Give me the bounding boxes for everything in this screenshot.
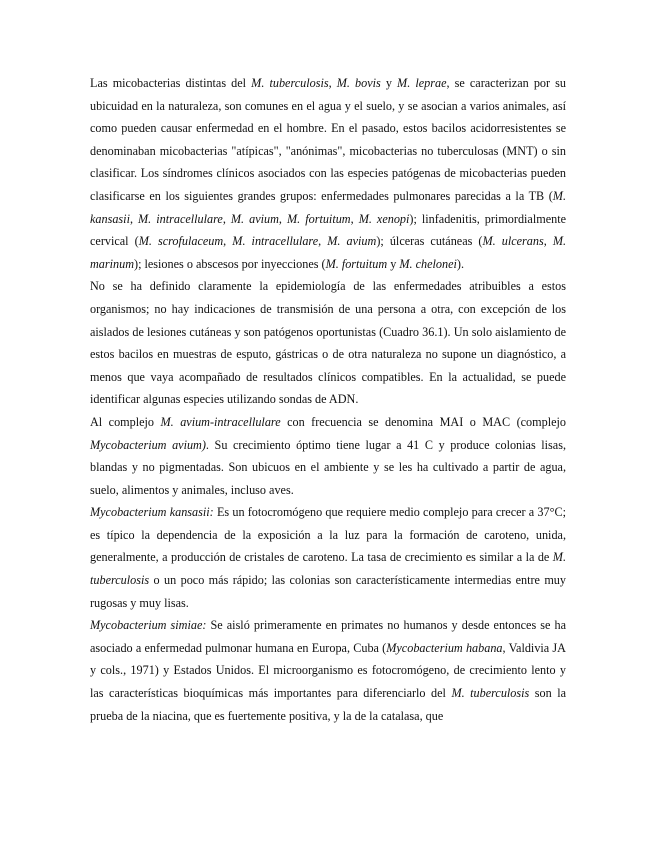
italic-term: Mycobacterium habana [386, 640, 503, 655]
italic-term: M. fortuitum [325, 256, 388, 271]
italic-term: M. kansasii [90, 188, 566, 226]
text-run: , se caracterizan por su ubicuidad en la naturaleza, son comunes en el agua y el suelo, y se asocian a varios animales, así como pueden causar enfermedad en el hombre. En el pasado, estos bacilos acidorresistentes se denominaban micobacterias "atípicas", "anónimas", micobacterias no tuberculosas (MNT) o sin clasificar. Los síndromes clínicos asociados con las especies patógenas de micobacterias pueden clasificarse en los siguientes grandes grupos: enfermedades pulmonares parecidas a la TB ( [90, 76, 566, 203]
italic-term: M. intracellulare [138, 211, 223, 226]
paragraph-mai-complex [90, 411, 566, 501]
italic-term: M. leprae [397, 76, 447, 90]
italic-term: M. fortuitum [287, 211, 351, 226]
text-run: y [387, 256, 400, 271]
text-run: , [350, 211, 359, 226]
text-run: ). [456, 256, 465, 271]
italic-term: M. xenopi [358, 211, 410, 226]
text-run: ); linfadenitis, primordialmente cervical ( [90, 211, 567, 249]
text-run: son la prueba de la niacina, que es fuertemente positiva, y la de la catalasa, que [90, 686, 567, 723]
italic-term: Mycobacterium avium) [90, 437, 206, 452]
text-run: , [318, 234, 328, 249]
paragraph-epidemiology [90, 275, 566, 411]
document-page [90, 72, 566, 727]
italic-term: M. avium [230, 211, 279, 226]
italic-term: M. chelonei [399, 256, 457, 271]
text-run: , [543, 234, 553, 249]
italic-term: M. avium [327, 234, 377, 249]
text-run: , [223, 234, 233, 249]
text-run: o un poco más rápido; las colonias son característicamente intermedias entre muy rugosas y muy lisas. [90, 573, 566, 610]
text-run: Se aisló primeramente en primates no humanos y desde entonces se ha asociado a enfermedad pulmonar humana en Europa, Cuba ( [90, 618, 566, 655]
italic-term: M. scrofulaceum [138, 234, 224, 249]
italic-term: M. marinum [90, 234, 567, 271]
text-run: Es un fotocromógeno que requiere medio complejo para crecer a 37°C; es típico la dependencia de la exposición a la luz para la formación de caroteno, unida, generalmente, a producción de cristales de caroteno. La tasa de crecimiento es similar a la de [90, 505, 566, 565]
text-run: Al complejo [90, 414, 161, 429]
paragraph-kansasii [90, 501, 566, 614]
text-run: . Su crecimiento óptimo tiene lugar a 41 C y produce colonias lisas, blandas y no pigmentadas. Son ubicuos en el ambiente y se les ha cultivado a partir de agua, suelo, alimentos y animales, incluso aves. [90, 437, 566, 497]
text-run: , Valdivia JA y cols., 1971) y Estados Unidos. El microorganismo es fotocromógeno, de crecimiento lento y las características bioquímicas más importantes para diferenciarlo del [90, 640, 566, 701]
paragraph-intro [90, 72, 566, 275]
text-run: No se ha definido claramente la epidemiología de las enfermedades atribuibles a estos organismos; no hay indicaciones de transmisión de una persona a otra, con excepción de los aislados de lesiones cutáneas y son patógenos oportunistas (Cuadro 36.1). Un solo aislamiento de estos bacilos en muestras de esputo, gástricas o de otra naturaleza no supone un diagnóstico, a menos que vaya acompañado de resultados clínicos compatibles. En la actualidad, se puede identificar algunas especies utilizando sondas de ADN. [90, 279, 566, 407]
italic-term: M. tuberculosis [251, 76, 329, 90]
italic-term: M. tuberculosis [451, 686, 530, 701]
text-run: , [222, 211, 231, 226]
text-run: , [278, 211, 287, 226]
paragraph-simiae [90, 614, 566, 727]
italic-term: M. ulcerans [482, 234, 544, 249]
text-run: , [129, 211, 139, 226]
text-run: ); úlceras cutáneas ( [376, 234, 483, 249]
text-run: , [328, 76, 337, 90]
italic-term: M. bovis [336, 76, 381, 90]
text-run: y [380, 76, 398, 90]
text-run: ); lesiones o abscesos por inyecciones ( [134, 256, 326, 271]
italic-term: Mycobacterium kansasii: [90, 505, 214, 520]
text-run: con frecuencia se denomina MAI o MAC (complejo [280, 414, 566, 429]
text-run: Las micobacterias distintas del [90, 76, 252, 90]
italic-term: Mycobacterium simiae: [90, 618, 207, 633]
italic-term: M. tuberculosis [90, 550, 566, 588]
italic-term: M. avium-intracellulare [160, 414, 281, 429]
italic-term: M. intracellulare [232, 234, 319, 249]
